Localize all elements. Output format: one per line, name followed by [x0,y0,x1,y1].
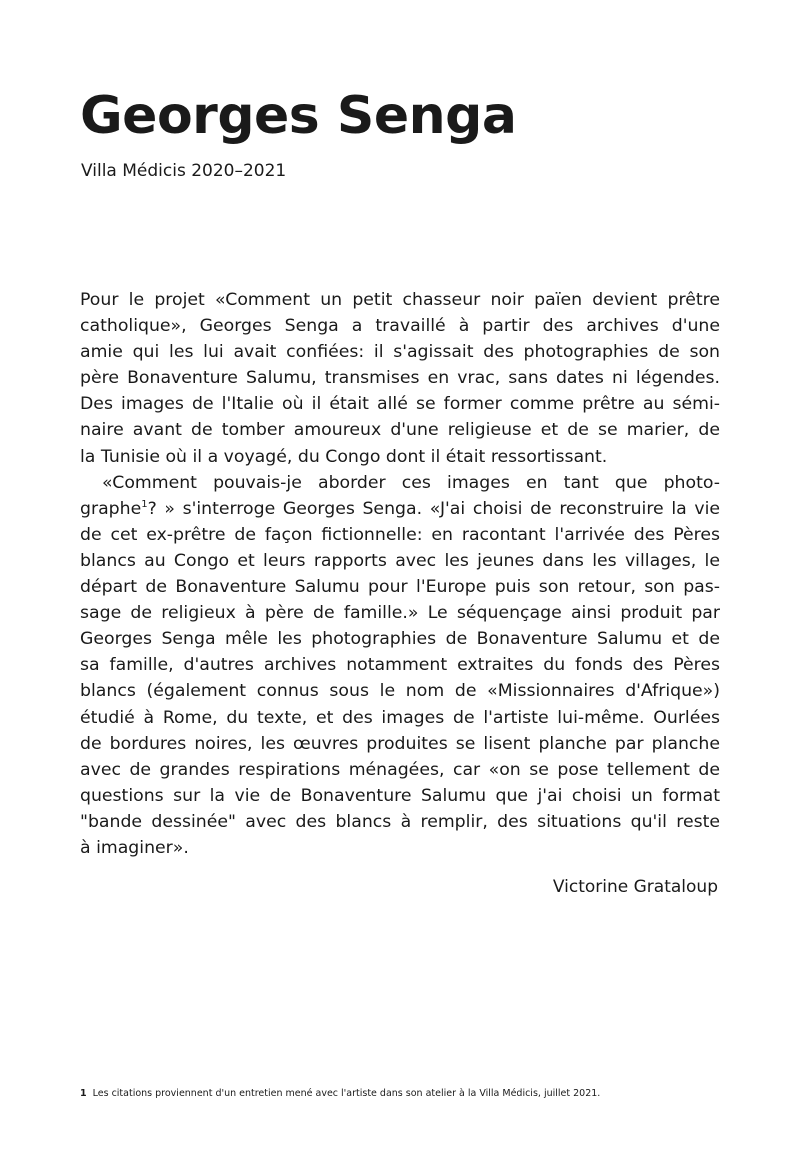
text-line: départ de Bonaventure Salumu pour l'Europe puis son retour, son pas- [80,577,720,598]
text-line: blancs (également connus sous le nom de «Missionnaires d'Afrique») [80,681,720,702]
footnote [80,1088,600,1100]
paragraph-1 [80,287,720,470]
text-line: Pour le projet «Comment un petit chasseur noir païen devient prêtre [80,290,720,310]
page-title: Georges Senga [80,86,517,146]
text-line: «Comment pouvais-je aborder ces images en tant que photo- [102,472,720,493]
text-line-with-footnote [80,496,720,522]
text-line: naire avant de tomber amoureux d'une religieuse et de se marier, de [80,420,720,441]
text-line: la Tunisie où il a voyagé, du Congo dont il était ressortissant. [80,446,608,467]
text-line: étudié à Rome, du texte, et des images de l'artiste lui-même. Ourlées [80,707,720,728]
text-line: blancs au Congo et leurs rapports avec les jeunes dans les villages, le [80,550,720,571]
text-line: catholique», Georges Senga a travaillé à partir des archives d'une [80,316,720,337]
text-line: père Bonaventure Salumu, transmises en vrac, sans dates ni légendes. [80,368,720,389]
subtitle: Villa Médicis 2020–2021 [81,161,287,181]
text-line: à imaginer». [80,837,189,858]
text-line: avec de grandes respirations ménagées, car «on se pose tellement de [80,759,720,780]
footnote-number: 1 [80,1088,87,1099]
text-line: Georges Senga mêle les photographies de Bonaventure Salumu et de [80,629,720,650]
paragraph-2 [80,470,720,861]
text-line: de cet ex-prêtre de façon fictionnelle: en racontant l'arrivée des Pères [80,524,720,545]
text-line: Des images de l'Italie où il était allé se former comme prêtre au sémi- [80,394,720,415]
text-line: sage de religieux à père de famille.» Le séquençage ainsi produit par [80,603,720,624]
footnote-reference[interactable]: 1 [141,498,148,510]
essay-body [80,287,720,861]
text-line: de bordures noires, les œuvres produites se lisent planche par planche [80,733,720,754]
text-line: questions sur la vie de Bonaventure Salumu que j'ai choisi un format [80,785,720,806]
text-fragment: ? » s'interroge Georges Senga. «J'ai choisi de reconstruire la vie [147,498,720,519]
text-line: "bande dessinée" avec des blancs à remplir, des situations qu'il reste [80,811,720,832]
text-line: amie qui les lui avait confiées: il s'agissait des photographies de son [80,342,720,363]
author-signature: Victorine Grataloup [552,877,718,897]
text-line: sa famille, d'autres archives notamment extraites du fonds des Pères [80,655,720,676]
text-fragment: graphe [80,498,142,519]
footnote-text: Les citations proviennent d'un entretien mené avec l'artiste dans son atelier à la Villa Médicis, juillet 2021. [92,1088,601,1099]
